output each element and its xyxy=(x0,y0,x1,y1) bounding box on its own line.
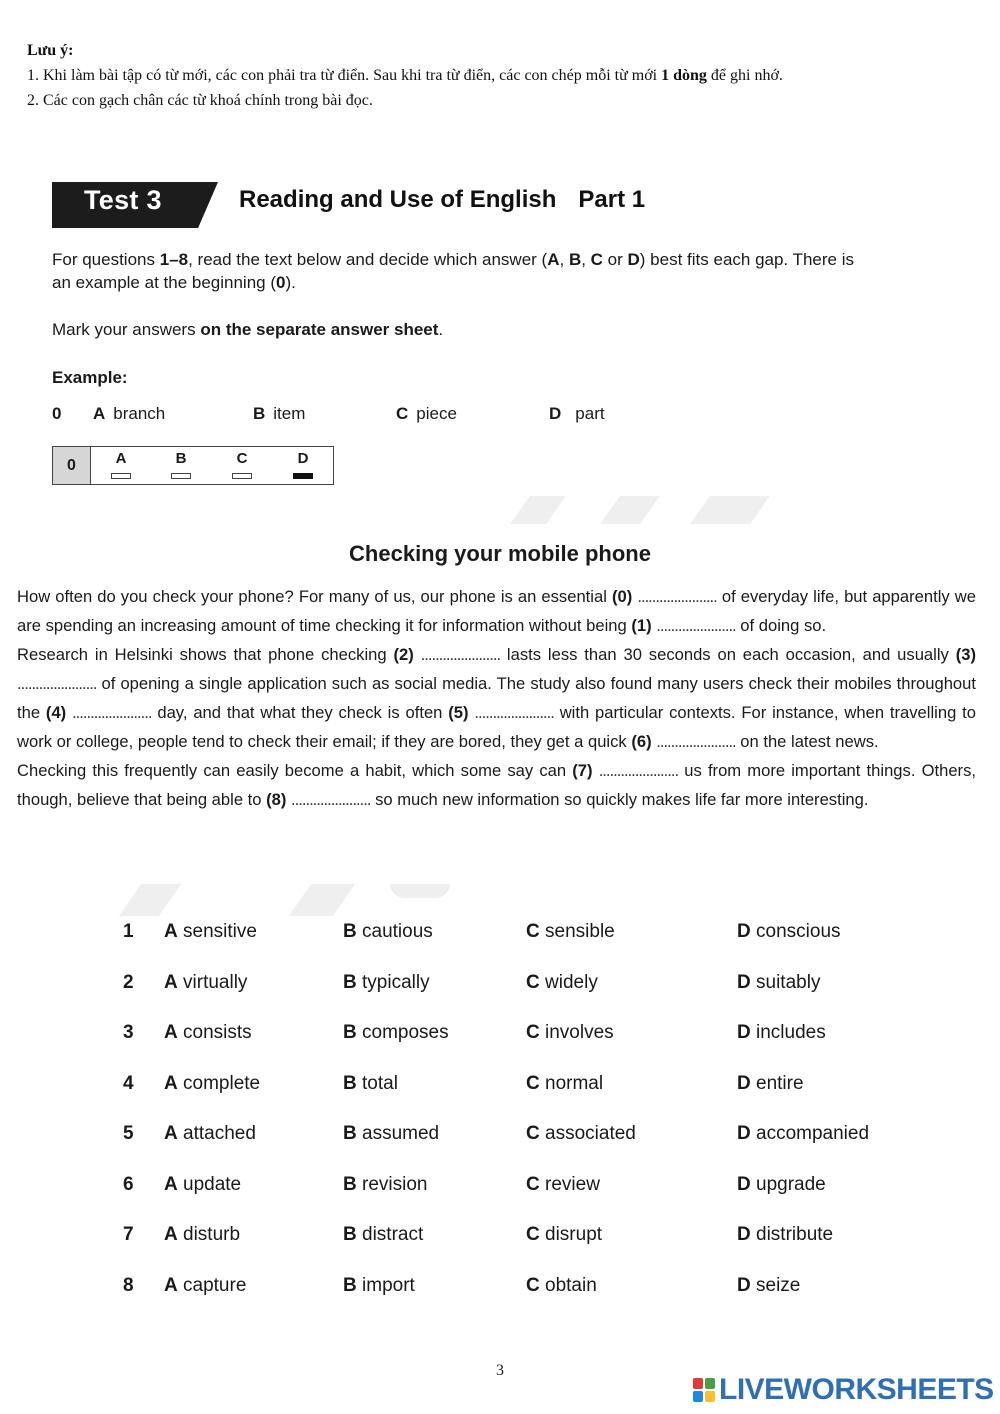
gap-label-8: (8) xyxy=(266,790,287,809)
instructions-paragraph-2: Mark your answers on the separate answer sheet. xyxy=(52,320,444,339)
example-number: 0 xyxy=(52,404,62,423)
option-c[interactable]: C normal xyxy=(526,1073,604,1094)
question-row-7 xyxy=(0,1224,1000,1254)
teacher-note xyxy=(27,38,783,113)
option-d[interactable]: D includes xyxy=(737,1022,826,1043)
answer-mark-d xyxy=(293,473,313,479)
watermark-stroke xyxy=(390,884,450,898)
gap-5[interactable]: ...................... xyxy=(474,703,554,722)
option-c[interactable]: C sensible xyxy=(526,921,615,942)
passage-title: Checking your mobile phone xyxy=(349,541,651,566)
watermark-stroke xyxy=(510,496,566,524)
section-title: Reading and Use of English Part 1 xyxy=(239,186,646,213)
gap-label-6: (6) xyxy=(631,732,652,751)
question-number: 1 xyxy=(123,921,134,942)
answer-mark-c xyxy=(232,473,252,479)
option-c[interactable]: C review xyxy=(526,1174,600,1195)
liveworksheets-logo-icon xyxy=(693,1378,715,1402)
gap-label-4: (4) xyxy=(45,703,67,722)
gap-7[interactable]: ...................... xyxy=(598,761,679,780)
page-number: 3 xyxy=(496,1362,504,1379)
option-a[interactable]: A virtually xyxy=(164,972,248,993)
question-row-2 xyxy=(0,972,1000,1002)
liveworksheets-logo[interactable] xyxy=(693,1373,994,1407)
gap-label-7: (7) xyxy=(572,761,593,780)
option-a[interactable]: A sensitive xyxy=(164,921,257,942)
option-a[interactable]: A consists xyxy=(164,1022,252,1043)
option-d[interactable]: D suitably xyxy=(737,972,821,993)
example-answer-box xyxy=(52,446,334,485)
question-row-1 xyxy=(0,921,1000,951)
gap-1[interactable]: ...................... xyxy=(656,616,736,635)
option-a[interactable]: A capture xyxy=(164,1275,247,1296)
watermark-stroke xyxy=(289,884,355,916)
question-row-5 xyxy=(0,1123,1000,1153)
question-number: 5 xyxy=(123,1123,134,1144)
option-d[interactable]: D upgrade xyxy=(737,1174,826,1195)
gap-8[interactable]: ...................... xyxy=(291,790,371,809)
question-number: 8 xyxy=(123,1275,134,1296)
watermark-stroke xyxy=(119,884,181,916)
instructions-paragraph-1: For questions 1–8, read the text below and decide which answer (A, B, C or D) best fits each gap. There is an example at the beginning (0). xyxy=(52,250,854,292)
answer-letter-a: A xyxy=(115,450,127,467)
test-label: Test 3 xyxy=(84,185,162,215)
option-a[interactable]: A update xyxy=(164,1174,242,1195)
option-d[interactable]: D conscious xyxy=(737,921,841,942)
question-number: 7 xyxy=(123,1224,134,1245)
option-a[interactable]: A attached xyxy=(164,1123,256,1144)
passage-paragraph-3: Checking this frequently can easily become a habit, which some say can (7) ...................... us from more important things. Others, though, believe that being able to (8) ...................... so much new information so quickly makes life far more interesting. xyxy=(17,761,976,809)
part-label: Part 1 xyxy=(578,186,646,213)
option-a[interactable]: A complete xyxy=(164,1073,261,1094)
option-d[interactable]: D seize xyxy=(737,1275,801,1296)
example-option-d: D part xyxy=(549,404,605,423)
answer-mark-a xyxy=(111,473,131,479)
example-option-c: C piece xyxy=(396,404,457,423)
option-b[interactable]: B revision xyxy=(343,1174,428,1195)
passage-paragraph-1: How often do you check your phone? For many of us, our phone is an essential (0) ...................... of everyday life, but apparently we are spending an increasing amount of time checking it for information without being (1) ...................... of doing so. xyxy=(17,587,976,635)
passage-paragraph-2: Research in Helsinki shows that phone checking (2) ...................... lasts less than 30 seconds on each occasion, and usually (3) ...................... of opening a single application such as social media. The study also found many users check their mobiles throughout the (4) ...................... day, and that what they check is often (5) ...................... with particular contexts. For instance, when travelling to work or college, people tend to check their email; if they are bored, they get a quick (6) ...................... on the latest news. xyxy=(17,645,976,751)
option-b[interactable]: B typically xyxy=(343,972,430,993)
gap-0[interactable]: ...................... xyxy=(637,587,717,606)
option-c[interactable]: C disrupt xyxy=(526,1224,603,1245)
note-title: Lưu ý: xyxy=(27,42,74,59)
note-line-1: 1. Khi làm bài tập có từ mới, các con phải tra từ điển. Sau khi tra từ điển, các con chép mỗi từ mới 1 dòng để ghi nhớ. xyxy=(27,67,783,84)
answer-letter-c: C xyxy=(236,450,248,467)
gap-4[interactable]: ...................... xyxy=(72,703,152,722)
reading-passage xyxy=(17,582,976,814)
answer-letter-d: D xyxy=(297,450,309,467)
answer-box-number: 0 xyxy=(53,447,91,484)
gap-label-5: (5) xyxy=(448,703,469,722)
gap-label-3: (3) xyxy=(955,645,976,664)
option-b[interactable]: B total xyxy=(343,1073,398,1094)
option-d[interactable]: D entire xyxy=(737,1073,804,1094)
option-c[interactable]: C widely xyxy=(526,972,598,993)
question-row-3 xyxy=(0,1022,1000,1052)
option-c[interactable]: C involves xyxy=(526,1022,614,1043)
option-a[interactable]: A disturb xyxy=(164,1224,241,1245)
option-c[interactable]: C associated xyxy=(526,1123,636,1144)
option-c[interactable]: C obtain xyxy=(526,1275,597,1296)
question-row-4 xyxy=(0,1073,1000,1103)
option-d[interactable]: D distribute xyxy=(737,1224,834,1245)
note-line-2: 2. Các con gạch chân các từ khoá chính trong bài đọc. xyxy=(27,92,373,109)
option-b[interactable]: B import xyxy=(343,1275,415,1296)
question-row-6 xyxy=(0,1174,1000,1204)
gap-label-0: (0) xyxy=(611,587,633,606)
gap-2[interactable]: ...................... xyxy=(420,645,501,664)
option-b[interactable]: B distract xyxy=(343,1224,424,1245)
gap-3[interactable]: ...................... xyxy=(17,674,97,693)
gap-label-1: (1) xyxy=(631,616,652,635)
gap-label-2: (2) xyxy=(393,645,414,664)
question-number: 6 xyxy=(123,1174,134,1195)
option-b[interactable]: B cautious xyxy=(343,921,433,942)
gap-6[interactable]: ...................... xyxy=(656,732,736,751)
option-b[interactable]: B assumed xyxy=(343,1123,440,1144)
watermark-stroke xyxy=(600,496,660,524)
watermark-stroke xyxy=(690,496,770,524)
answer-mark-b xyxy=(171,473,191,479)
question-number: 2 xyxy=(123,972,134,993)
question-number: 4 xyxy=(123,1073,134,1094)
answer-letter-b: B xyxy=(175,450,187,467)
option-b[interactable]: B composes xyxy=(343,1022,449,1043)
brand-wordmark: LIVEWORKSHEETS xyxy=(719,1373,994,1406)
example-option-b: B item xyxy=(253,404,306,423)
question-row-8 xyxy=(0,1275,1000,1305)
question-number: 3 xyxy=(123,1022,134,1043)
example-option-a: A branch xyxy=(93,404,166,423)
example-heading: Example: xyxy=(52,368,128,387)
option-d[interactable]: D accompanied xyxy=(737,1123,870,1144)
